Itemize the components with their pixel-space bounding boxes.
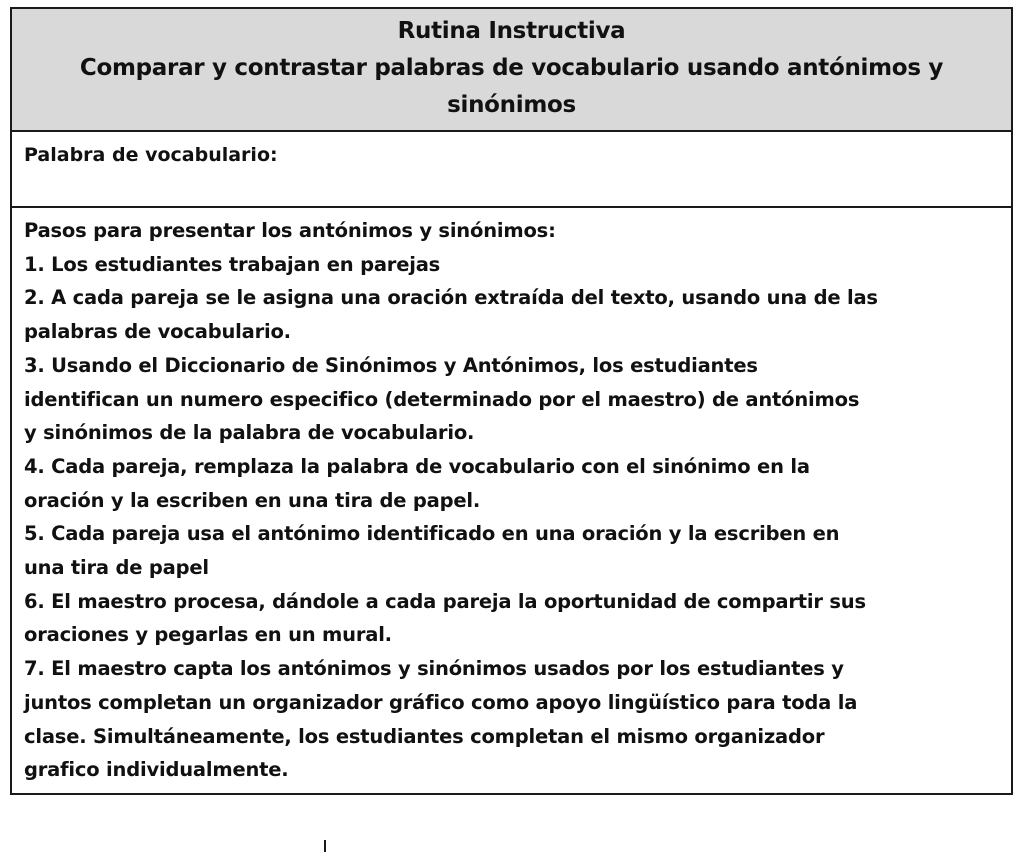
step-line: 4. Cada pareja, remplaza la palabra de vocabulario con el sinónimo en la: [24, 454, 810, 478]
routine-subtitle-line-1: Comparar y contrastar palabras de vocabulario usando antónimos y: [79, 55, 944, 81]
step-line: 6. El maestro procesa, dándole a cada pareja la oportunidad de compartir sus: [24, 589, 866, 613]
steps-heading: Pasos para presentar los antónimos y sinónimos:: [24, 219, 556, 242]
vocabulary-word-label: Palabra de vocabulario:: [24, 144, 278, 166]
step-line: oraciones y pegarlas en un mural.: [24, 623, 392, 647]
step-line: juntos completan un organizador gráfico como apoyo lingüístico para toda la: [24, 690, 858, 714]
step-line: 3. Usando el Diccionario de Sinónimos y Antónimos, los estudiantes: [24, 353, 758, 377]
steps-cell: [12, 208, 1011, 793]
vocabulary-word-cell: [12, 132, 1011, 208]
step-line: una tira de papel: [24, 556, 209, 580]
step-line: 5. Cada pareja usa el antónimo identificado en una oración y la escriben en: [24, 522, 840, 546]
table-header: [12, 9, 1011, 132]
step-line: 2. A cada pareja se le asigna una oración extraída del texto, usando una de las: [24, 286, 878, 310]
step-line: oración y la escriben en una tira de papel.: [24, 488, 481, 512]
step-line: clase. Simultáneamente, los estudiantes completan el mismo organizador: [24, 724, 825, 748]
routine-subtitle-line-2: sinónimos: [447, 92, 576, 118]
routine-title: Rutina Instructiva: [397, 18, 626, 44]
routine-table: [10, 7, 1013, 795]
step-line: palabras de vocabulario.: [24, 320, 291, 344]
step-line: 7. El maestro capta los antónimos y sinónimos usados por los estudiantes y: [24, 657, 844, 681]
table-border-fragment: [324, 840, 326, 852]
step-line: y sinónimos de la palabra de vocabulario.: [24, 421, 475, 445]
step-line: identifican un numero especifico (determinado por el maestro) de antónimos: [24, 387, 860, 411]
step-line: grafico individualmente.: [24, 758, 289, 782]
step-line: 1. Los estudiantes trabajan en parejas: [24, 252, 441, 276]
